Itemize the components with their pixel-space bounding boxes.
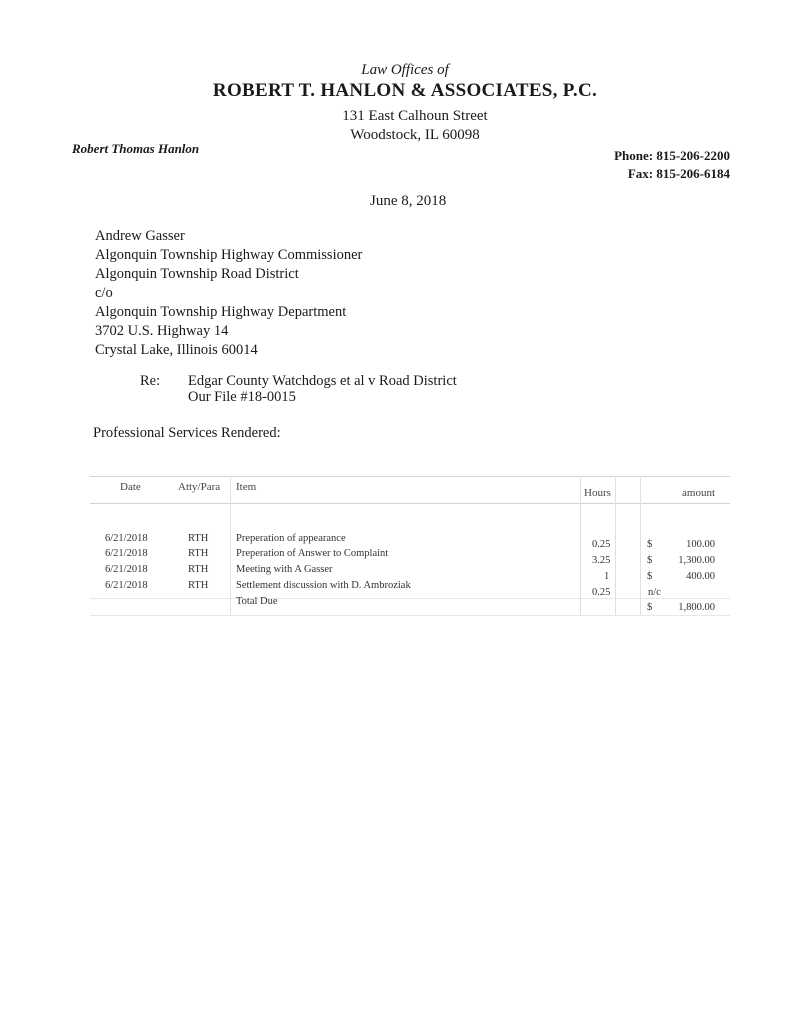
row-item: Preperation of Answer to Complaint [236,548,389,559]
row-currency: $ [647,539,653,550]
row-date: 6/21/2018 [105,548,148,559]
recipient-line: Andrew Gasser [95,228,185,244]
row-atty: RTH [188,564,209,575]
firm-street-address: 131 East Calhoun Street [342,108,488,124]
row-atty: RTH [188,580,209,591]
table-column-divider [640,476,641,616]
total-due-amount: 1,800.00 [678,602,715,613]
row-item: Preperation of appearance [236,533,346,544]
firm-name: ROBERT T. HANLON & ASSOCIATES, P.C. [212,80,598,101]
total-currency: $ [647,602,653,613]
re-file-number: Our File #18-0015 [188,389,296,405]
row-hours: 0.25 [592,587,611,598]
re-subject [188,373,457,405]
re-label: Re: [140,373,161,389]
col-header-amount: amount [682,487,715,499]
recipient-line: 3702 U.S. Highway 14 [95,323,229,339]
table-top-rule [90,476,730,477]
col-header-hours: Hours [584,487,611,499]
table-column-divider [580,476,581,616]
total-due-label: Total Due [236,596,278,607]
row-date: 6/21/2018 [105,533,148,544]
col-header-item: Item [236,481,257,493]
recipient-line: Algonquin Township Highway Commissioner [95,247,363,263]
row-hours: 1 [604,571,610,582]
row-amount: n/c [648,587,661,598]
col-header-date: Date [120,481,141,493]
firm-phone: Phone: 815-206-2200 [614,148,730,163]
firm-city-address: Woodstock, IL 60098 [350,127,480,143]
law-offices-label: Law Offices of [361,62,449,78]
table-column-divider [230,476,231,616]
row-hours: 3.25 [592,555,611,566]
row-date: 6/21/2018 [105,580,148,591]
row-hours: 0.25 [592,539,611,550]
recipient-line: Algonquin Township Road District [95,266,299,282]
row-amount: 100.00 [686,539,715,550]
table-bottom-rule [90,615,730,616]
row-item: Meeting with A Gasser [236,564,333,575]
letter-date: June 8, 2018 [370,193,447,209]
firm-fax: Fax: 815-206-6184 [627,166,730,181]
table-header-rule [90,503,730,504]
re-case: Edgar County Watchdogs et al v Road District [188,373,457,389]
col-header-atty: Atty/Para [178,481,221,493]
row-rule [90,598,730,599]
row-amount: 1,300.00 [678,555,715,566]
row-amount: 400.00 [686,571,715,582]
recipient-line: Algonquin Township Highway Department [95,304,347,320]
recipient-line: Crystal Lake, Illinois 60014 [95,342,258,358]
row-atty: RTH [188,548,209,559]
table-column-divider [615,476,616,616]
row-date: 6/21/2018 [105,564,148,575]
recipient-address [95,227,362,360]
row-currency: $ [647,555,653,566]
row-atty: RTH [188,533,209,544]
row-currency: $ [647,571,653,582]
services-heading: Professional Services Rendered: [93,425,281,441]
attorney-name: Robert Thomas Hanlon [72,141,200,156]
recipient-line: c/o [95,285,113,301]
row-item: Settlement discussion with D. Ambroziak [236,580,411,591]
